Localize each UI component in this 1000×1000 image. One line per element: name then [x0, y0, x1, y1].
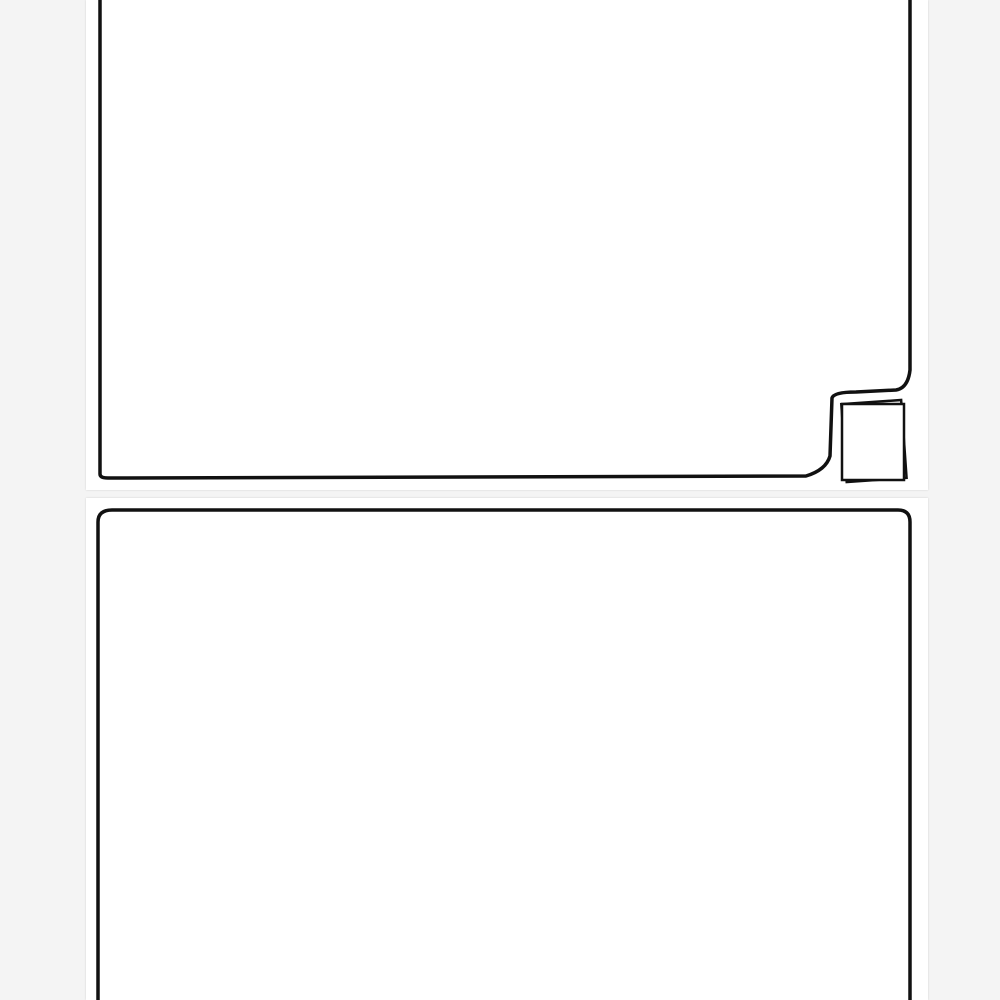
pose-card-front	[86, 0, 928, 490]
bee-illustrations-top	[86, 0, 928, 490]
bee-pose-illustration	[86, 498, 928, 1000]
pose-card-back	[86, 498, 928, 1000]
